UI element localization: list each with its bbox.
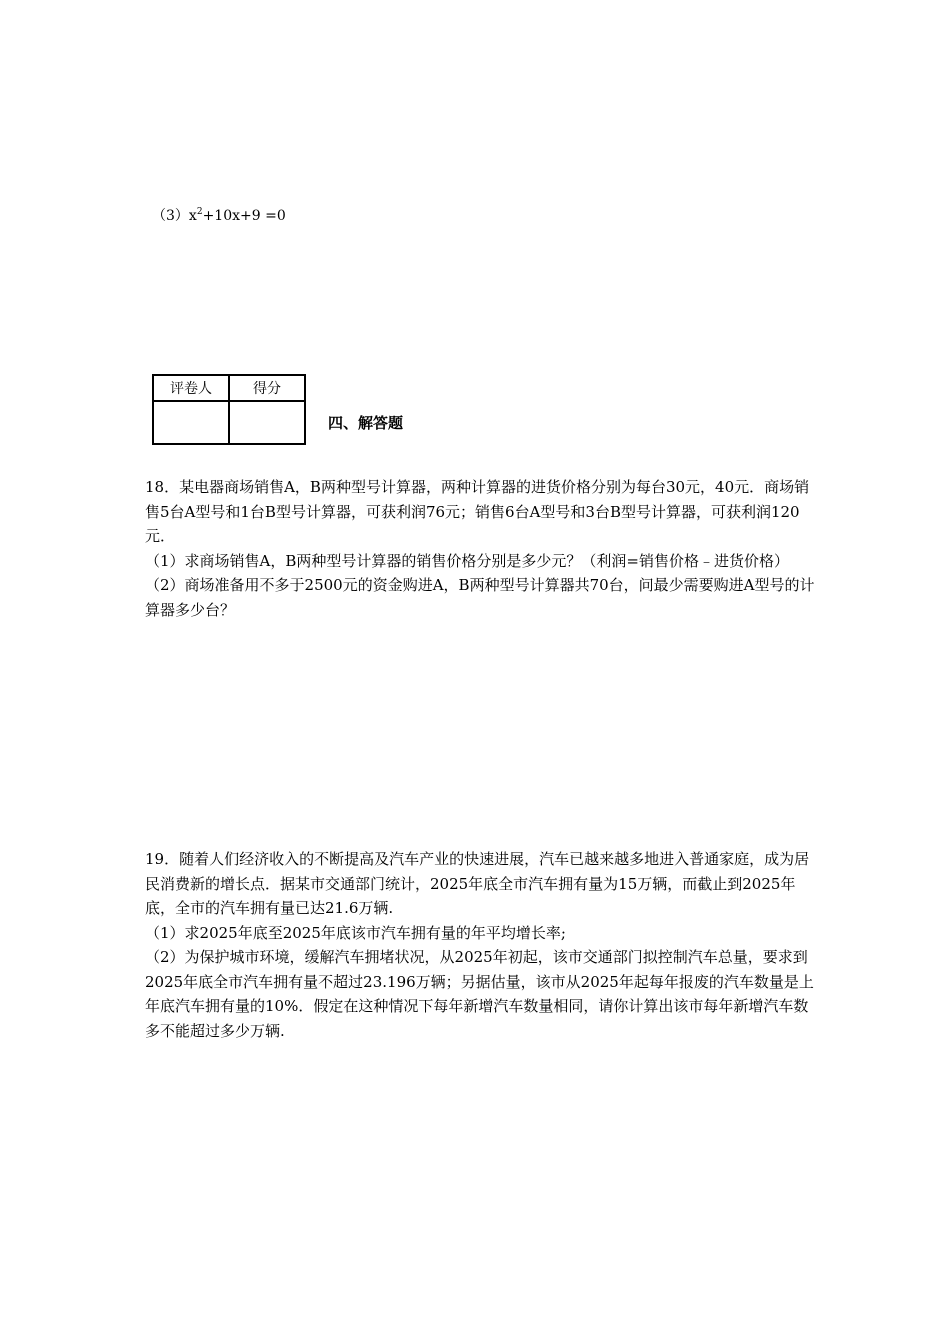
equation-exponent: 2	[196, 207, 203, 217]
score-header: 得分	[229, 375, 305, 401]
question-18-stem: 18．某电器商场销售A，B两种型号计算器，两种计算器的进货价格分别为每台30元，40元．商场销售5台A型号和1台B型号计算器，可获利润76元；销售6台A型号和3台B型号计算器，可获利润120元．	[145, 478, 810, 545]
part-label: （3）	[152, 208, 189, 224]
section-title: 四、解答题	[328, 414, 404, 432]
grader-header: 评卷人	[153, 375, 229, 401]
question-19-part-2: （2）为保护城市环境，缓解汽车拥堵状况，从2025年初起，该市交通部门拟控制汽车总量，要求到2025年底全市汽车拥有量不超过23.196万辆；另据估量，该市从2025年起每年报废的汽车数量是上年底汽车拥有量的10%．假定在这种情况下每年新增汽车数量相同，请你计算出该市每年新增汽车数多不能超过多少万辆.	[145, 948, 814, 1040]
grader-cell	[153, 401, 229, 444]
question-19-part-1: （1）求2025年底至2025年底该市汽车拥有量的年平均增长率;	[145, 923, 566, 942]
question-18	[145, 475, 817, 622]
score-cell	[229, 401, 305, 444]
question-19-stem: 19．随着人们经济收入的不断提高及汽车产业的快速进展，汽车已越来越多地进入普通家庭，成为居民消费新的增长点．据某市交通部门统计，2025年底全市汽车拥有量为15万辆，而截止到2025年底，全市的汽车拥有量已达21.6万辆.	[145, 850, 810, 917]
grader-score-table	[152, 374, 306, 445]
question-19	[145, 847, 817, 1043]
equation-rest: +10x+9 =0	[202, 208, 286, 224]
equation-part-3	[152, 203, 286, 225]
equation-base: x	[188, 208, 197, 224]
question-18-part-1: （1）求商场销售A，B两种型号计算器的销售价格分别是多少元？（利润=销售价格﹣进货价格）	[145, 551, 789, 570]
question-18-part-2: （2）商场准备用不多于2500元的资金购进A，B两种型号计算器共70台，问最少需要购进A型号的计算器多少台？	[145, 576, 815, 619]
